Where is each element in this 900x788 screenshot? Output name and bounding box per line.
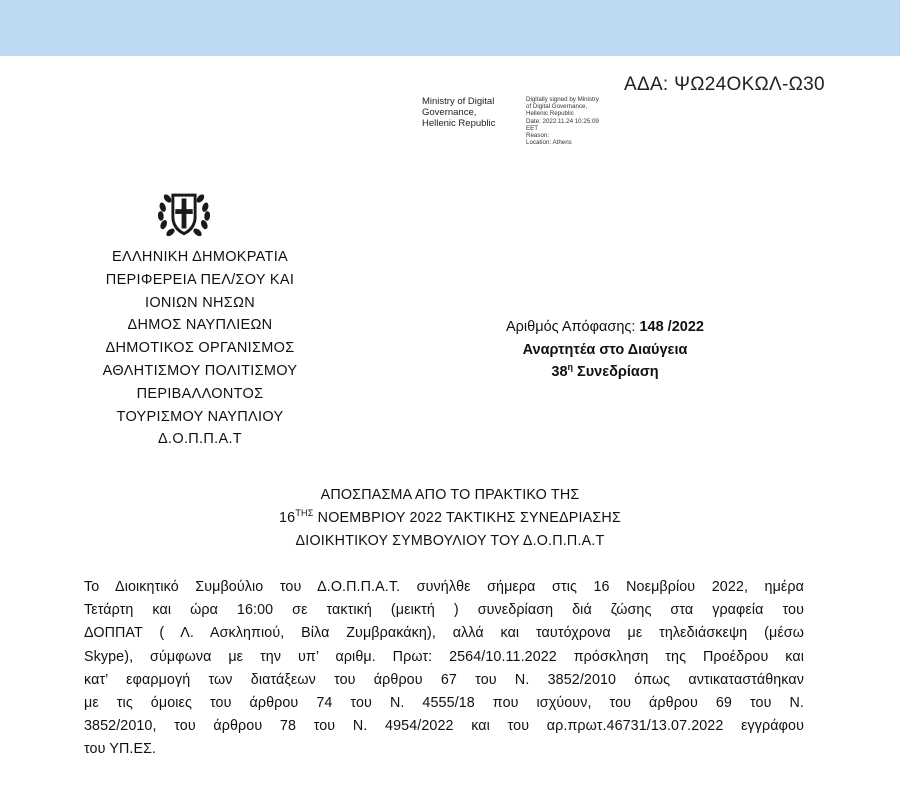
- signature-detail-line: Digitally signed by Ministry: [526, 96, 599, 103]
- signer-line: Ministry of Digital: [422, 96, 495, 107]
- extract-title-line3: ΔΙΟΙΚΗΤΙΚΟΥ ΣΥΜΒΟΥΛΙΟΥ ΤΟΥ Δ.Ο.Π.Π.Α.Τ: [295, 533, 605, 549]
- greek-coat-of-arms-icon: [155, 184, 213, 242]
- extract-title-line1: ΑΠΟΣΠΑΣΜΑ ΑΠΟ ΤΟ ΠΡΑΚΤΙΚΟ ΤΗΣ: [320, 487, 580, 503]
- decision-number: [440, 316, 770, 339]
- paragraph-line: του ΥΠ.ΕΣ.: [84, 741, 157, 758]
- signature-detail-line: Location: Athens: [526, 139, 572, 147]
- org-line: ΑΘΛΗΤΙΣΜΟΥ ΠΟΛΙΤΙΣΜΟΥ: [102, 362, 298, 379]
- paragraph-line: κατ’ εφαρμογή των διατάξεων του άρθρου 67 του Ν. 3852/2010 όπως αντικαταστάθηκαν: [84, 671, 804, 688]
- signer-line: Hellenic Republic: [422, 118, 496, 129]
- digital-signature-details: [526, 96, 599, 146]
- decision-number-value: 148 /2022: [639, 319, 704, 335]
- extract-title-line2: $16^{TH\Sigma}$ ΝΟΕΜΒΡΙΟΥ 2022 ΤΑΚΤΙΚΗΣ ΣΥΝΕΔΡΙΑΣΗΣ: [279, 508, 621, 526]
- decision-number-label: Αριθμός Απόφασης:: [506, 319, 640, 335]
- paragraph-line: 3852/2010, του άρθρου 78 του Ν. 4954/2022 και του αρ.πρωτ.46731/13.07.2022 εγγράφου: [84, 718, 804, 735]
- top-banner: [0, 0, 900, 56]
- issuing-organization: [70, 246, 330, 451]
- paragraph-line: Τετάρτη και ώρα 16:00 σε τακτική (μεικτή ) συνεδρίαση διά ζώσης στα γραφεία του: [84, 602, 804, 619]
- diavgeia-note: Αναρτητέα στο Διαύγεια: [522, 341, 688, 358]
- org-line: Δ.Ο.Π.Π.Α.Τ: [158, 431, 242, 448]
- extract-title: [230, 484, 670, 553]
- org-line: ΕΛΛΗΝΙΚΗ ΔΗΜΟΚΡΑΤΙΑ: [111, 249, 289, 265]
- paragraph-line: Skype), σύμφωνα με την υπ’ αριθμ. Πρωτ: 2564/10.11.2022 πρόσκληση της Προέδρου και: [84, 648, 804, 665]
- signature-detail-line: of Digital Governance,: [526, 103, 588, 111]
- ada-code: ΑΔΑ: ΨΩ24ΟΚΩΛ-Ω30: [624, 74, 825, 95]
- digital-signature-signer: [422, 96, 495, 129]
- paragraph-line: με τις όμοιες του άρθρου 74 του Ν. 4555/18 που ισχύουν, του άρθρου 69 του Ν.: [84, 695, 804, 712]
- signature-detail-line: EET: [526, 124, 539, 132]
- paragraph-line: Το Διοικητικό Συμβούλιο του Δ.Ο.Π.Π.Α.Τ. συνήλθε σήμερα στις 16 Νοεμβρίου 2022, ημέρα: [84, 579, 804, 595]
- paragraph-line: ΔΟΠΠΑΤ ( Λ. Ασκληπιού, Βίλα Ζυμβρακάκη), αλλά και ταυτόχρονα με τηλεδιάσκεψη (μέσω: [84, 625, 804, 642]
- org-line: ΙΟΝΙΩΝ ΝΗΣΩΝ: [145, 294, 255, 311]
- org-line: ΠΕΡΙΦΕΡΕΙΑ ΠΕΛ/ΣΟΥ ΚΑΙ: [105, 271, 295, 288]
- decision-info: [440, 316, 770, 384]
- org-line: ΔΗΜΟΣ ΝΑΥΠΛΙΕΩΝ: [127, 317, 273, 334]
- signature-detail-line: Hellenic Republic: [526, 110, 574, 118]
- signer-line: Governance,: [422, 107, 477, 118]
- session-number: $38^\eta$ Συνεδρίαση: [551, 362, 659, 380]
- org-line: ΤΟΥΡΙΣΜΟΥ ΝΑΥΠΛΙΟΥ: [116, 408, 284, 425]
- signature-detail-line: Reason:: [526, 132, 550, 140]
- signature-detail-line: Date: 2022.11.24 10:25:09: [526, 117, 599, 125]
- org-line: ΠΕΡΙΒΑΛΛΟΝΤΟΣ: [136, 385, 264, 402]
- minutes-paragraph: [84, 576, 804, 762]
- org-line: ΔΗΜΟΤΙΚΟΣ ΟΡΓΑΝΙΣΜΟΣ: [105, 340, 295, 357]
